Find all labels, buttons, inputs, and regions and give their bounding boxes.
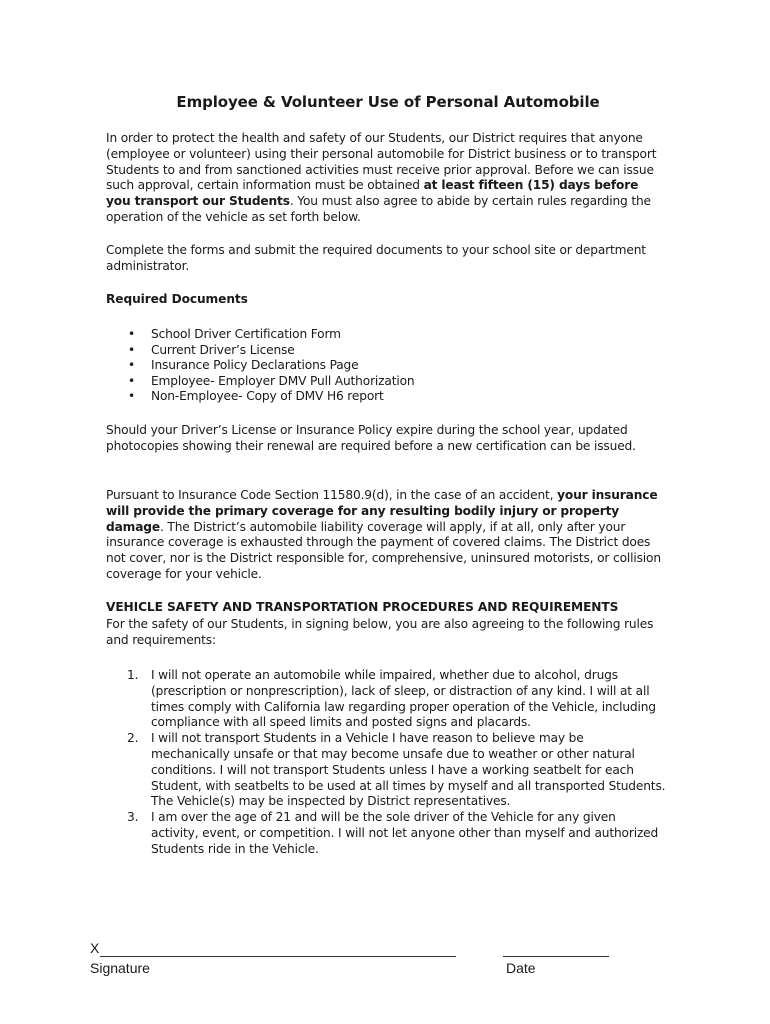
insurance-text-1: Pursuant to Insurance Code Section 11580.9(d), in the case of an accident,	[106, 488, 558, 502]
required-documents-list	[106, 327, 414, 405]
list-item: • Employee- Employer DMV Pull Authorization	[106, 374, 414, 390]
rule-text: I will not transport Students in a Vehicle I have reason to believe may be mechanically unsafe or that may become unsafe due to weather or other natural conditions. I will not transport Students unless I have a working seatbelt for each Student, with seatbelts to be used at all times by myself and all transported Students. The Vehicle(s) may be inspected by District representatives.	[151, 731, 666, 809]
list-item: • Non-Employee- Copy of DMV H6 report	[106, 389, 414, 405]
safety-intro-paragraph: For the safety of our Students, in signing below, you are also agreeing to the following rules and requirements:	[106, 617, 654, 647]
signature-x-mark: X	[90, 940, 100, 956]
intro-deadline-bold: at least fifteen (15) days before you transport our Students	[106, 178, 639, 209]
list-item: • School Driver Certification Form	[106, 327, 414, 343]
list-item: • Insurance Policy Declarations Page	[106, 358, 414, 374]
safety-heading: VEHICLE SAFETY AND TRANSPORTATION PROCEDURES AND REQUIREMENTS	[106, 600, 619, 614]
complete-forms-paragraph: Complete the forms and submit the required documents to your school site or department administrator.	[106, 243, 646, 273]
list-item	[106, 731, 666, 810]
document-title: Employee & Volunteer Use of Personal Automobile	[176, 93, 600, 111]
rule-text: I will not operate an automobile while impaired, whether due to alcohol, drugs (prescription or nonprescription), lack of sleep, or distraction of any kind. I will at all times comply with California law regarding proper operation of the Vehicle, including compliance with all speed limits and posted signs and placards.	[151, 668, 656, 730]
signature-line[interactable]	[100, 956, 456, 957]
intro-text-1: In order to protect the health and safety of our Students, our District requires that anyone (employee or volunteer) using their personal automobile for District business or to transport Students to and from sanctioned activities must receive prior approval. Before we can issue such approval, certain information must be obtained	[106, 131, 657, 193]
rule-number: 2.	[127, 731, 139, 746]
date-label: Date	[506, 960, 536, 976]
renewal-paragraph: Should your Driver’s License or Insurance Policy expire during the school year, updated photocopies showing their renewal are required before a new certification can be issued.	[106, 423, 636, 453]
required-documents-heading: Required Documents	[106, 292, 248, 306]
intro-text-2: . You must also agree to abide by certain rules regarding the operation of the vehicle as set forth below.	[106, 194, 651, 224]
rules-list	[106, 668, 666, 858]
rule-number: 1.	[127, 668, 139, 682]
insurance-primary-coverage-bold: your insurance will provide the primary coverage for any resulting bodily injury or property damage	[106, 488, 658, 534]
list-item	[106, 810, 666, 857]
list-item	[106, 668, 666, 731]
intro-paragraph	[106, 131, 666, 226]
insurance-text-2: . The District’s automobile liability coverage will apply, if at all, only after your insurance coverage is exhausted through the payment of covered claims. The District does not cover, nor is the District responsible for, comprehensive, uninsured motorists, or collision coverage for your vehicle.	[106, 519, 661, 581]
list-item: • Current Driver’s License	[106, 343, 414, 359]
insurance-paragraph	[106, 488, 666, 583]
rule-text: I am over the age of 21 and will be the sole driver of the Vehicle for any given activity, event, or competition. I will not let anyone other than myself and authorized Students ride in the Vehicle.	[151, 810, 659, 856]
rule-number: 3.	[127, 810, 139, 825]
date-line[interactable]	[503, 956, 609, 957]
signature-label: Signature	[90, 960, 150, 976]
